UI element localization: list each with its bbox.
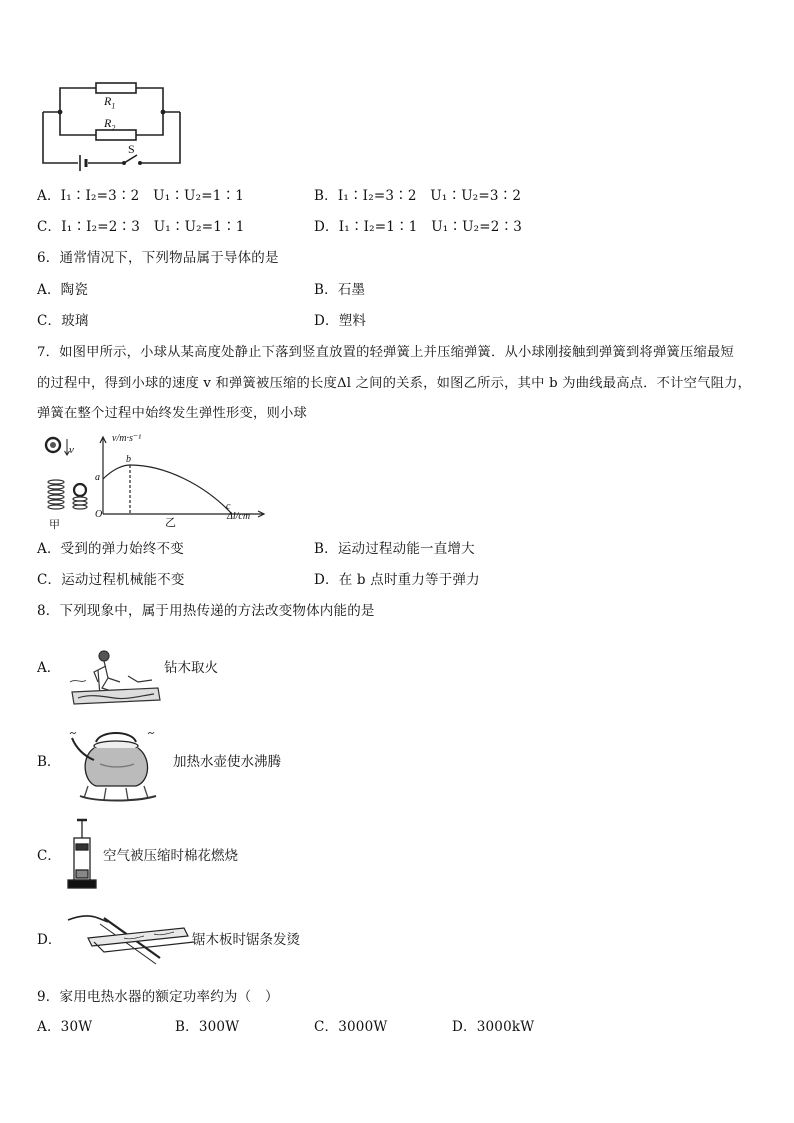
q6-option-c[interactable]: C．玻璃 (37, 313, 89, 329)
q9-option-a[interactable]: A．30W (37, 1019, 93, 1035)
q8-option-d-letter[interactable]: D． (37, 932, 62, 948)
q7-stem-line1: 7．如图甲所示，小球从某高度处静止下落到竖直放置的轻弹簧上并压缩弹簧．从小球刚接触到弹簧到将弹簧压缩最短 (37, 345, 734, 360)
q8-option-a-letter[interactable]: A． (37, 660, 61, 676)
q5-option-a[interactable]: A．I₁∶I₂=3∶2 U₁∶U₂=1∶1 (37, 188, 245, 204)
q7-option-b[interactable]: B．运动过程动能一直增大 (314, 541, 475, 557)
q8-option-d-caption: 锯木板时锯条发烫 (192, 932, 300, 948)
r2-label: $R_2$ (104, 116, 116, 133)
point-c-label: c (226, 501, 231, 512)
q5-option-c[interactable]: C．I₁∶I₂=2∶3 U₁∶U₂=1∶1 (37, 219, 245, 235)
q8-option-b-caption: 加热水壶使水沸腾 (173, 754, 281, 770)
figure-yi-label: 乙 (165, 516, 176, 529)
q7-stem-line2: 的过程中，得到小球的速度 v 和弹簧被压缩的长度Δl 之间的关系，如图乙所示，其中 b 为曲线最高点．不计空气阻力， (37, 376, 752, 391)
q7-option-a[interactable]: A．受到的弹力始终不变 (37, 541, 184, 557)
q9-option-d[interactable]: D．3000kW (452, 1019, 535, 1035)
q5-option-d[interactable]: D．I₁∶I₂=1∶1 U₁∶U₂=2∶3 (314, 219, 523, 235)
q7-option-c[interactable]: C．运动过程机械能不变 (37, 572, 185, 588)
q7-stem-line3: 弹簧在整个过程中始终发生弹性形变，则小球 (37, 406, 307, 421)
q6-option-b[interactable]: B．石墨 (314, 282, 366, 298)
q7-y-axis-label: v/m·s⁻¹ (112, 433, 142, 444)
r1-label: $R_1$ (104, 94, 116, 111)
figure-jia-label: 甲 (49, 518, 60, 531)
q9-stem: 9．家用电热水器的额定功率约为（ ） (37, 989, 279, 1005)
q8-option-b-letter[interactable]: B． (37, 754, 61, 770)
q6-option-d[interactable]: D．塑料 (314, 313, 367, 329)
q8-option-c-letter[interactable]: C． (37, 848, 61, 864)
q9-option-c[interactable]: C．3000W (314, 1019, 388, 1035)
switch-label: S (128, 142, 135, 156)
q7-x-axis-label: Δl/cm (227, 511, 251, 522)
point-b-label: b (126, 454, 131, 465)
point-a-label: a (95, 472, 100, 483)
q7-option-d[interactable]: D．在 b 点时重力等于弹力 (314, 572, 480, 588)
q8-stem: 8．下列现象中，属于用热传递的方法改变物体内能的是 (37, 603, 375, 619)
origin-label: O (95, 509, 103, 520)
velocity-arrow-label: v (69, 444, 74, 456)
q8-option-c-caption: 空气被压缩时棉花燃烧 (103, 848, 238, 864)
q6-stem: 6．通常情况下，下列物品属于导体的是 (37, 250, 279, 266)
q8-option-a-caption: 钻木取火 (164, 660, 218, 676)
q6-option-a[interactable]: A．陶瓷 (37, 282, 89, 298)
q9-option-b[interactable]: B．300W (175, 1019, 240, 1035)
q5-option-b[interactable]: B．I₁∶I₂=3∶2 U₁∶U₂=3∶2 (314, 188, 522, 204)
